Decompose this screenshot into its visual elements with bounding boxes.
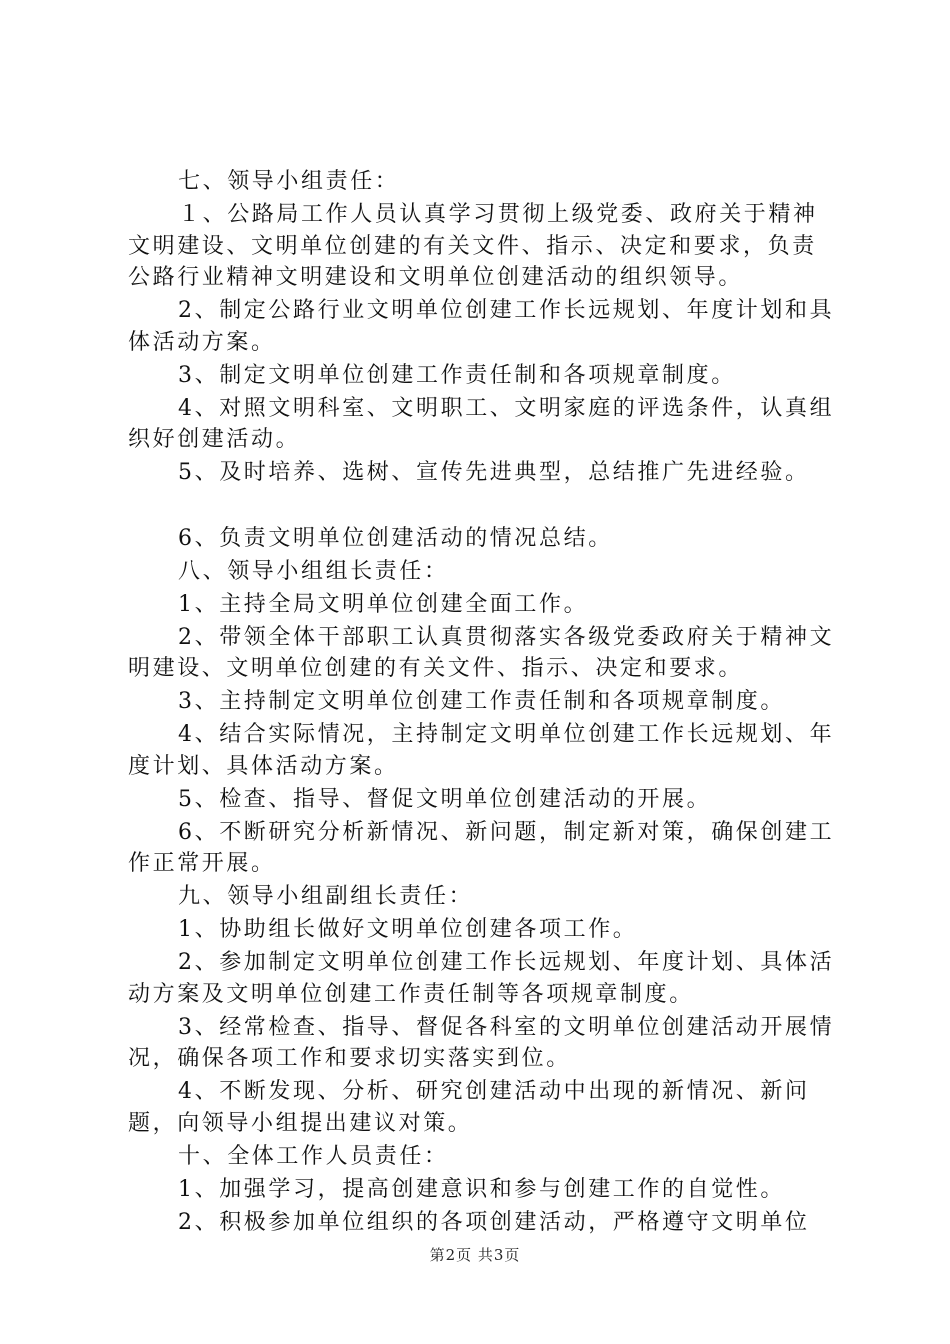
paragraph: 1、主持全局文明单位创建全面工作。: [178, 591, 589, 617]
paragraph: 3、制定文明单位创建工作责任制和各项规章制度。: [178, 362, 736, 388]
paragraph: 2、制定公路行业文明单位创建工作长远规划、年度计划和具体活动方案。: [128, 298, 835, 355]
paragraph: １、公路局工作人员认真学习贯彻上级党委、政府关于精神文明建设、文明单位创建的有关文件、指示、决定和要求，负责公路行业精神文明建设和文明单位创建活动的组织领导。: [128, 202, 818, 290]
paragraph: 3、主持制定文明单位创建工作责任制和各项规章制度。: [178, 689, 785, 714]
paragraph: 3、经常检查、指导、督促各科室的文明单位创建活动开展情况，确保各项工作和要求切实落实到位。: [128, 1014, 835, 1071]
paragraph: 5、检查、指导、督促文明单位创建活动的开展。: [178, 786, 712, 812]
paragraph: 2、参加制定文明单位创建工作长远规划、年度计划、具体活动方案及文明单位创建工作责任制等各项规章制度。: [128, 950, 835, 1007]
paragraph: 4、不断发现、分析、研究创建活动中出现的新情况、新问题，向领导小组提出建议对策。: [128, 1079, 810, 1136]
section-heading-eight: 八、领导小组组长责任：: [178, 558, 449, 584]
paragraph: 2、积极参加单位组织的各项创建活动，严格遵守文明单位: [178, 1209, 810, 1235]
section-heading-seven: 七、领导小组责任：: [178, 169, 400, 194]
section-heading-nine: 九、领导小组副组长责任：: [178, 884, 474, 909]
paragraph: 6、不断研究分析新情况、新问题，制定新对策，确保创建工作正常开展。: [128, 819, 835, 876]
page-number-footer: 第2页 共3页: [429, 1246, 521, 1264]
paragraph: 4、结合实际情况，主持制定文明单位创建工作长远规划、年度计划、具体活动方案。: [128, 722, 835, 779]
paragraph: 5、及时培养、选树、宣传先进典型，总结推广先进经验。: [178, 460, 810, 485]
section-heading-ten: 十、全体工作人员责任：: [178, 1143, 449, 1169]
paragraph: 1、加强学习，提高创建意识和参与创建工作的自觉性。: [178, 1176, 785, 1202]
paragraph: 4、对照文明科室、文明职工、文明家庭的评选条件，认真组织好创建活动。: [128, 395, 835, 452]
paragraph: 1、协助组长做好文明单位创建各项工作。: [178, 917, 638, 942]
document-body: [128, 166, 840, 1240]
paragraph: 6、负责文明单位创建活动的情况总结。: [178, 525, 613, 551]
paragraph: 2、带领全体干部职工认真贯彻落实各级党委政府关于精神文明建设、文明单位创建的有关文件、指示、决定和要求。: [128, 624, 835, 681]
